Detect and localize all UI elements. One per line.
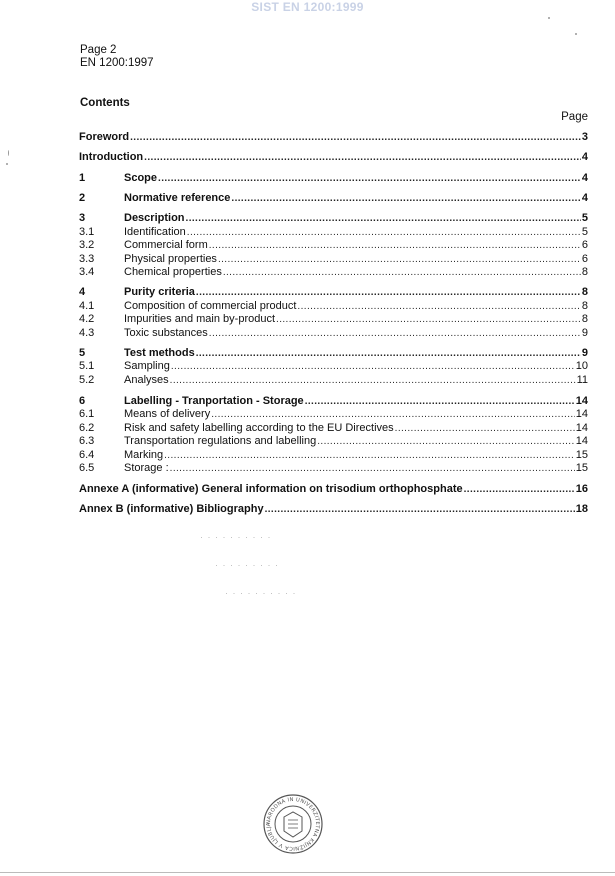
toc-entry-number: 6.3 xyxy=(79,435,95,447)
toc-leader-dots xyxy=(187,227,581,238)
toc-entry-title: Risk and safety labelling according to the EU Directives xyxy=(124,422,394,434)
standard-number: EN 1200:1997 xyxy=(80,57,154,69)
toc-entry-page: 14 xyxy=(575,422,588,434)
toc-entry-number: 3.1 xyxy=(79,226,95,238)
toc-entry xyxy=(79,422,588,434)
watermark: SIST EN 1200:1999 xyxy=(251,0,364,14)
toc-entry-title: Chemical properties xyxy=(124,266,222,278)
toc-entry-page: 8 xyxy=(581,313,588,325)
toc-leader-dots xyxy=(196,348,581,359)
toc-entry xyxy=(79,483,588,495)
toc-leader-dots xyxy=(464,484,575,495)
toc-entry-title: Description xyxy=(124,212,185,224)
toc-entry xyxy=(79,226,588,238)
toc-leader-dots xyxy=(164,450,575,461)
toc-leader-dots xyxy=(144,152,581,163)
toc-leader-dots xyxy=(211,409,575,420)
toc-leader-dots xyxy=(276,314,581,325)
toc-entry-title: Commercial form xyxy=(124,239,208,251)
toc-leader-dots xyxy=(317,436,575,447)
toc-entry-number: 3.4 xyxy=(79,266,95,278)
toc-entry-number: 6.2 xyxy=(79,422,95,434)
toc-entry xyxy=(79,360,588,372)
toc-leader-dots xyxy=(305,396,575,407)
toc-leader-dots xyxy=(265,504,575,515)
toc-entry-page: 14 xyxy=(575,435,588,447)
toc-leader-dots xyxy=(218,254,581,265)
toc-entry xyxy=(79,266,588,278)
page-header xyxy=(80,44,154,70)
toc-entry-page: 3 xyxy=(581,131,588,143)
toc-entry-title: Transportation regulations and labelling xyxy=(124,435,317,447)
toc-entry-page: 5 xyxy=(581,226,588,238)
toc-entry-title: Identification xyxy=(124,226,186,238)
toc-entry-page: 5 xyxy=(581,212,588,224)
toc-entry-title: Annexe A (informative) General information on trisodium orthophosphate xyxy=(79,483,463,495)
toc-entry-number: 5.2 xyxy=(79,374,95,386)
toc-entry-page: 18 xyxy=(575,503,588,515)
toc-entry-title: Introduction xyxy=(79,151,144,163)
toc-leader-dots xyxy=(186,213,581,224)
toc-entry-page: 6 xyxy=(581,239,588,251)
toc-entry-number: 4.2 xyxy=(79,313,95,325)
toc-entry xyxy=(79,435,588,447)
toc-leader-dots xyxy=(130,132,581,143)
toc-entry-number: 4.3 xyxy=(79,327,95,339)
toc-entry-page: 14 xyxy=(575,395,588,407)
toc-entry-title: Test methods xyxy=(124,347,195,359)
toc-entry-number: 1 xyxy=(79,172,86,184)
toc-leader-dots xyxy=(209,240,581,251)
toc-entry-title: Sampling xyxy=(124,360,170,372)
toc-entry-number: 4.1 xyxy=(79,300,95,312)
toc-entry xyxy=(79,395,588,407)
toc-entry-number: 5.1 xyxy=(79,360,95,372)
toc-entry-page: 15 xyxy=(575,449,588,461)
toc-entry-page: 6 xyxy=(581,253,588,265)
toc-entry-number: 6 xyxy=(79,395,86,407)
toc-entry-page: 10 xyxy=(575,360,588,372)
toc-leader-dots xyxy=(170,375,576,386)
toc-leader-dots xyxy=(231,193,580,204)
toc-entry xyxy=(79,503,588,515)
toc-leader-dots xyxy=(196,287,581,298)
toc-entry xyxy=(79,192,588,204)
toc-entry xyxy=(79,131,588,143)
toc-entry xyxy=(79,253,588,265)
toc-leader-dots xyxy=(170,463,575,474)
toc-entry-title: Analyses xyxy=(124,374,169,386)
toc-entry-page: 4 xyxy=(581,172,588,184)
toc-leader-dots xyxy=(297,301,580,312)
toc-entry-number: 6.5 xyxy=(79,462,95,474)
toc-entry-title: Composition of commercial product xyxy=(124,300,297,312)
scan-speck xyxy=(548,17,550,19)
library-seal-icon xyxy=(262,793,324,860)
toc-entry-page: 4 xyxy=(581,192,588,204)
toc-entry-page: 9 xyxy=(581,327,588,339)
toc-entry-number: 5 xyxy=(79,347,86,359)
toc-entry xyxy=(79,300,588,312)
toc-entry-title: Marking xyxy=(124,449,164,461)
toc-entry xyxy=(79,327,588,339)
toc-entry-page: 11 xyxy=(576,374,588,386)
toc-entry xyxy=(79,151,588,163)
toc-entry xyxy=(79,313,588,325)
toc-entry-title: Normative reference xyxy=(124,192,231,204)
toc-entry-title: Annex B (informative) Bibliography xyxy=(79,503,264,515)
scan-speck xyxy=(6,163,8,165)
bleed-through-smudge: · · · · · · · · · · xyxy=(200,532,272,542)
seal-text: NARODNA IN UNIVERZITETNA KNJIŽNICA V LJUBLJA xyxy=(265,796,321,852)
toc-entry-title: Labelling - Tranportation - Storage xyxy=(124,395,304,407)
scan-speck xyxy=(8,150,9,156)
toc-entry-page: 4 xyxy=(581,151,588,163)
toc-entry-title: Purity criteria xyxy=(124,286,195,298)
toc-entry xyxy=(79,449,588,461)
toc-entry xyxy=(79,286,588,298)
toc-leader-dots xyxy=(209,328,581,339)
page-column-label: Page xyxy=(561,111,588,123)
toc-entry xyxy=(79,462,588,474)
page-bottom-edge xyxy=(0,872,615,873)
toc-leader-dots xyxy=(171,361,575,372)
toc-entry xyxy=(79,212,588,224)
toc-entry xyxy=(79,408,588,420)
toc-entry-page: 9 xyxy=(581,347,588,359)
toc-entry xyxy=(79,172,588,184)
toc-entry-number: 3 xyxy=(79,212,86,224)
toc-entry-title: Impurities and main by-product xyxy=(124,313,276,325)
toc-entry xyxy=(79,239,588,251)
toc-leader-dots xyxy=(223,267,581,278)
bleed-through-smudge: · · · · · · · · · · xyxy=(225,588,297,598)
toc-entry-number: 3.2 xyxy=(79,239,95,251)
toc-entry-page: 8 xyxy=(581,266,588,278)
toc-entry-number: 3.3 xyxy=(79,253,95,265)
toc-leader-dots xyxy=(158,173,581,184)
toc-entry-number: 2 xyxy=(79,192,86,204)
toc-entry xyxy=(79,347,588,359)
toc-entry-number: 6.4 xyxy=(79,449,95,461)
toc-entry-page: 8 xyxy=(581,286,588,298)
toc-entry-number: 4 xyxy=(79,286,86,298)
contents-title: Contents xyxy=(80,97,130,109)
page-number: Page 2 xyxy=(80,44,117,56)
toc-entry xyxy=(79,374,588,386)
toc-entry-title: Physical properties xyxy=(124,253,217,265)
scan-speck xyxy=(575,33,577,35)
toc-entry-title: Storage : xyxy=(124,462,169,474)
toc-entry-title: Scope xyxy=(124,172,158,184)
toc-entry-page: 15 xyxy=(575,462,588,474)
toc-entry-page: 8 xyxy=(581,300,588,312)
toc-entry-number: 6.1 xyxy=(79,408,95,420)
toc-entry-title: Means of delivery xyxy=(124,408,211,420)
toc-entry-page: 14 xyxy=(575,408,588,420)
toc-leader-dots xyxy=(395,423,575,434)
toc-entry-page: 16 xyxy=(575,483,588,495)
toc-entry-title: Foreword xyxy=(79,131,130,143)
toc-entry-title: Toxic substances xyxy=(124,327,208,339)
bleed-through-smudge: · · · · · · · · · xyxy=(215,560,279,570)
